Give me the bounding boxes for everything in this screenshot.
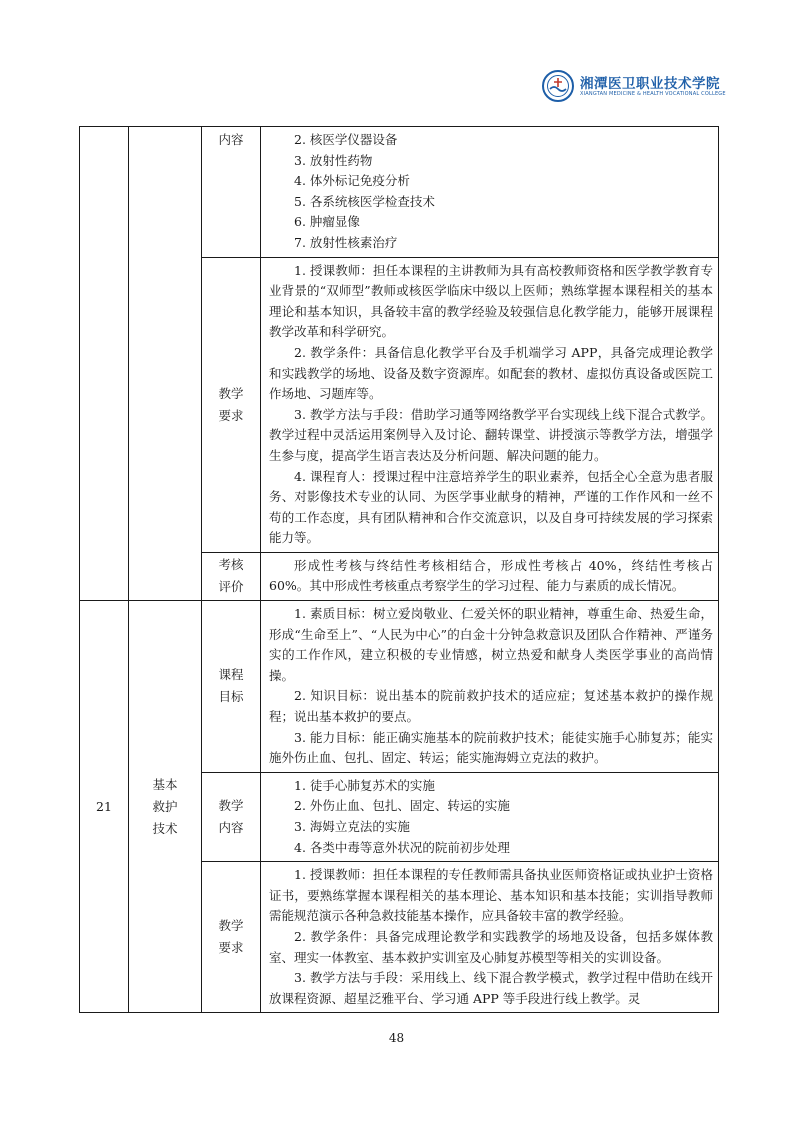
row-label-evaluation: 考核 评价	[202, 552, 261, 600]
paragraph: 3. 能力目标：能正确实施基本的院前救护技术；能徒实施手心肺复苏；能实施外伤止血、包扎、固定、转运；能实施海姆立克法的救护。	[269, 729, 713, 766]
page-number: 48	[388, 1031, 405, 1045]
paragraph: 2. 知识目标：说出基本的院前救护技术的适应症；复述基本救护的操作规程；说出基本救护的要点。	[269, 688, 713, 725]
requirements-text	[261, 257, 719, 552]
paragraph: 1. 授课教师：担任本课程的主讲教师为具有高校教师资格和医学教学教育专业背景的“双师型”教师或核医学临床中级以上医师；熟练掌握本课程相关的基本理论和基本知识，具备较丰富的教学经验及较强信息化教学能力，能够开展课程教学改革和科学研究。	[269, 262, 713, 340]
row-label-requirements: 教学 要求	[202, 257, 261, 552]
list-item: 3. 放射性药物	[294, 152, 373, 168]
list-item: 4. 体外标记免疫分析	[294, 173, 410, 189]
curriculum-table	[79, 126, 719, 1013]
school-logo	[542, 70, 726, 104]
row-label-requirements: 教学 要求	[202, 862, 261, 1013]
list-item: 2. 核医学仪器设备	[294, 132, 398, 147]
course-number-cell: 21	[80, 601, 129, 1013]
list-item: 7. 放射性核素治疗	[294, 234, 398, 250]
paragraph: 3. 教学方法与手段：采用线上、线下混合教学模式，教学过程中借助在线开放课程资源、超星泛雅平台、学习通 APP 等手段进行线上教学。灵	[269, 970, 713, 1006]
paragraph: 形成性考核与终结性考核相结合，形成性考核占 40%，终结性考核占 60%。其中形成性考核重点考察学生的学习过程、能力与素质的成长情况。	[269, 557, 713, 594]
requirements-text	[261, 862, 719, 1013]
content-list	[261, 127, 719, 258]
list-item: 6. 肿瘤显像	[294, 214, 360, 230]
course-number-cell	[80, 127, 129, 601]
content-list	[261, 772, 719, 861]
school-name: 湘潭医卫职业技术学院	[580, 76, 720, 92]
goals-text	[261, 601, 719, 773]
list-item: 4. 各类中毒等意外状况的院前初步处理	[294, 839, 510, 855]
paragraph: 2. 教学条件：具备信息化教学平台及手机端学习 APP，具备完成理论教学和实践教学的场地、设备及数字资源库。如配套的教材、虚拟仿真设备或医院工作场地、习题库等。	[269, 344, 713, 402]
list-item: 5. 各系统核医学检查技术	[294, 193, 435, 209]
paragraph: 3. 教学方法与手段：借助学习通等网络教学平台实现线上线下混合式教学。教学过程中灵活运用案例导入及讨论、翻转课堂、讲授演示等教学方法，增强学生参与度，提高学生语言表达及分析问题、解决问题的能力。	[269, 406, 713, 463]
paragraph: 4. 课程育人：授课过程中注意培养学生的职业素养，包括全心全意为患者服务、对影像技术专业的认同、为医学事业献身的精神，严谨的工作作风和一丝不苟的工作态度，具有团队精神和合作交流意识，以及自身可持续发展的学习探索能力等。	[269, 468, 713, 546]
course-name-cell	[129, 127, 202, 601]
list-item: 2. 外伤止血、包扎、固定、转运的实施	[294, 798, 510, 814]
table-row	[80, 601, 719, 773]
school-emblem-icon	[542, 70, 574, 102]
paragraph: 2. 教学条件：具备完成理论教学和实践教学的场地及设备，包括多媒体教室、理实一体教室、基本救护实训室及心肺复苏模型等相关的实训设备。	[269, 928, 713, 965]
row-label-content: 内容	[202, 127, 261, 258]
paragraph: 1. 授课教师：担任本课程的专任教师需具备执业医师资格证或执业护士资格证书，要熟练掌握本课程相关的基本理论、基本知识和基本技能；实训指导教师需能规范演示各种急救技能基本操作，应具备较丰富的教学经验。	[269, 867, 713, 924]
list-item: 3. 海姆立克法的实施	[294, 819, 410, 834]
school-name-en: XIANGTAN MEDICINE & HEALTH VOCATIONAL COLLEGE	[580, 91, 726, 97]
evaluation-text	[261, 552, 719, 600]
list-item: 1. 徒手心肺复苏术的实施	[294, 777, 435, 793]
table-row	[80, 127, 719, 258]
course-name-cell: 基本 救护 技术	[129, 601, 202, 1013]
row-label-content: 教学 内容	[202, 772, 261, 861]
paragraph: 1. 素质目标：树立爱岗敬业、仁爱关怀的职业精神，尊重生命、热爱生命，形成“生命至上”、“人民为中心”的白金十分钟急救意识及团队合作精神、严谨务实的工作作风，建立积极的专业情感，树立热爱和献身人类医学事业的高尚情操。	[269, 606, 713, 683]
row-label-goals: 课程 目标	[202, 601, 261, 773]
